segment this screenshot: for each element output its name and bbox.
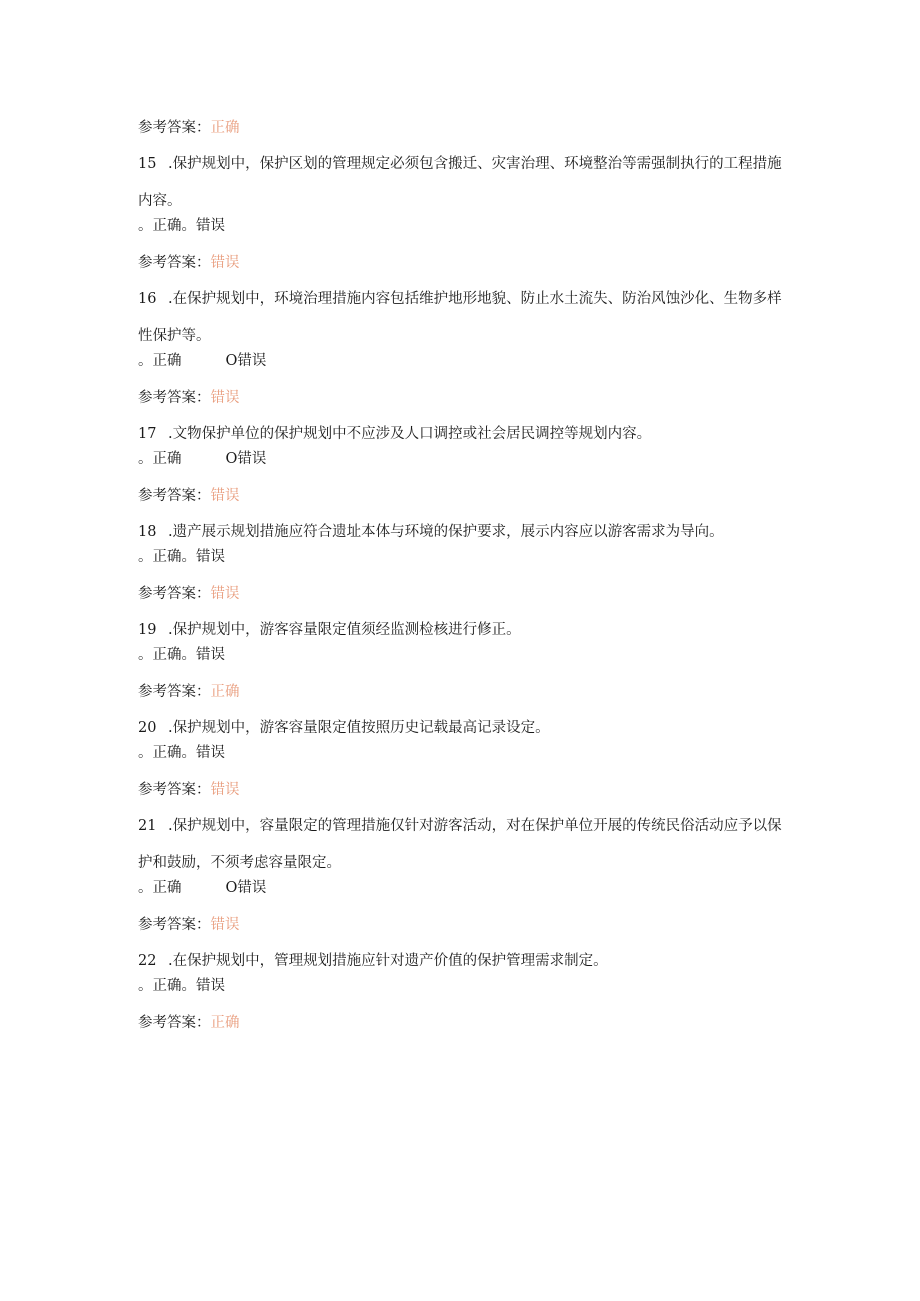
option-true[interactable]: 。正确	[138, 451, 182, 467]
answer-label: 参考答案：	[138, 684, 211, 700]
answer-value: 正确	[210, 120, 240, 136]
answer-label: 参考答案：	[138, 390, 211, 406]
answer-value: 错误	[210, 255, 240, 271]
answer-value: 错误	[210, 782, 240, 798]
question-number: 18	[138, 524, 157, 540]
answer-value: 错误	[210, 488, 240, 504]
option-true[interactable]: 。正确	[138, 978, 182, 994]
question-item	[138, 281, 788, 410]
answer-line	[138, 913, 788, 937]
question-body: .保护规划中，游客容量限定值须经监测检核进行修正。	[168, 622, 521, 638]
answer-label: 参考答案：	[138, 120, 211, 136]
option-false[interactable]: 。错误	[181, 745, 225, 761]
question-number: 16	[138, 291, 157, 307]
question-text	[138, 808, 788, 882]
answer-line	[138, 116, 788, 140]
option-true[interactable]: 。正确	[138, 549, 182, 565]
answer-line	[138, 778, 788, 802]
answer-line	[138, 251, 788, 275]
answer-label: 参考答案：	[138, 488, 211, 504]
options-line	[138, 349, 788, 373]
question-body: .遗产展示规划措施应符合遗址本体与环境的保护要求，展示内容应以游客需求为导向。	[168, 524, 724, 540]
question-text	[138, 514, 788, 551]
question-body: .文物保护单位的保护规划中不应涉及人口调控或社会居民调控等规划内容。	[168, 426, 652, 442]
answer-label: 参考答案：	[138, 782, 211, 798]
answer-value: 错误	[210, 586, 240, 602]
question-number: 22	[138, 953, 157, 969]
question-number: 20	[138, 720, 157, 736]
question-item	[138, 710, 788, 802]
answer-value: 错误	[210, 917, 240, 933]
question-item	[138, 943, 788, 1035]
answer-line	[138, 680, 788, 704]
options-line	[138, 214, 788, 238]
question-item	[138, 514, 788, 606]
option-false[interactable]: O错误	[225, 451, 267, 467]
question-list	[138, 146, 788, 1035]
option-true[interactable]: 。正确	[138, 647, 182, 663]
question-number: 21	[138, 818, 157, 834]
question-item	[138, 612, 788, 704]
option-true[interactable]: 。正确	[138, 745, 182, 761]
options-line	[138, 876, 788, 900]
option-false[interactable]: O错误	[225, 353, 267, 369]
question-item	[138, 146, 788, 275]
answer-line	[138, 582, 788, 606]
option-false[interactable]: 。错误	[181, 647, 225, 663]
question-body: .保护规划中，保护区划的管理规定必须包含搬迁、灾害治理、环境整治等需强制执行的工程措施内容。	[138, 156, 782, 209]
answer-label: 参考答案：	[138, 1015, 211, 1031]
question-body: .在保护规划中，管理规划措施应针对遗产价值的保护管理需求制定。	[168, 953, 608, 969]
option-false[interactable]: O错误	[225, 880, 267, 896]
question-body: .在保护规划中，环境治理措施内容包括维护地形地貌、防止水土流失、防治风蚀沙化、生物多样性保护等。	[138, 291, 782, 344]
document-page	[138, 116, 788, 1048]
answer-value: 正确	[210, 1015, 240, 1031]
question-item	[138, 416, 788, 508]
answer-label: 参考答案：	[138, 917, 211, 933]
option-false[interactable]: 。错误	[181, 218, 225, 234]
answer-label: 参考答案：	[138, 255, 211, 271]
answer-line	[138, 1011, 788, 1035]
answer-label: 参考答案：	[138, 586, 211, 602]
question-number: 17	[138, 426, 157, 442]
option-false[interactable]: 。错误	[181, 978, 225, 994]
answer-value: 正确	[210, 684, 240, 700]
option-true[interactable]: 。正确	[138, 218, 182, 234]
option-false[interactable]: 。错误	[181, 549, 225, 565]
option-true[interactable]: 。正确	[138, 880, 182, 896]
question-number: 15	[138, 156, 157, 172]
question-body: .保护规划中，容量限定的管理措施仅针对游客活动，对在保护单位开展的传统民俗活动应予以保护和鼓励，不须考虑容量限定。	[138, 818, 782, 871]
question-body: .保护规划中，游客容量限定值按照历史记载最高记录设定。	[168, 720, 550, 736]
answer-value: 错误	[210, 390, 240, 406]
answer-line	[138, 484, 788, 508]
answer-line	[138, 386, 788, 410]
option-true[interactable]: 。正确	[138, 353, 182, 369]
question-text	[138, 281, 788, 355]
question-text	[138, 146, 788, 220]
question-number: 19	[138, 622, 157, 638]
question-item	[138, 808, 788, 937]
